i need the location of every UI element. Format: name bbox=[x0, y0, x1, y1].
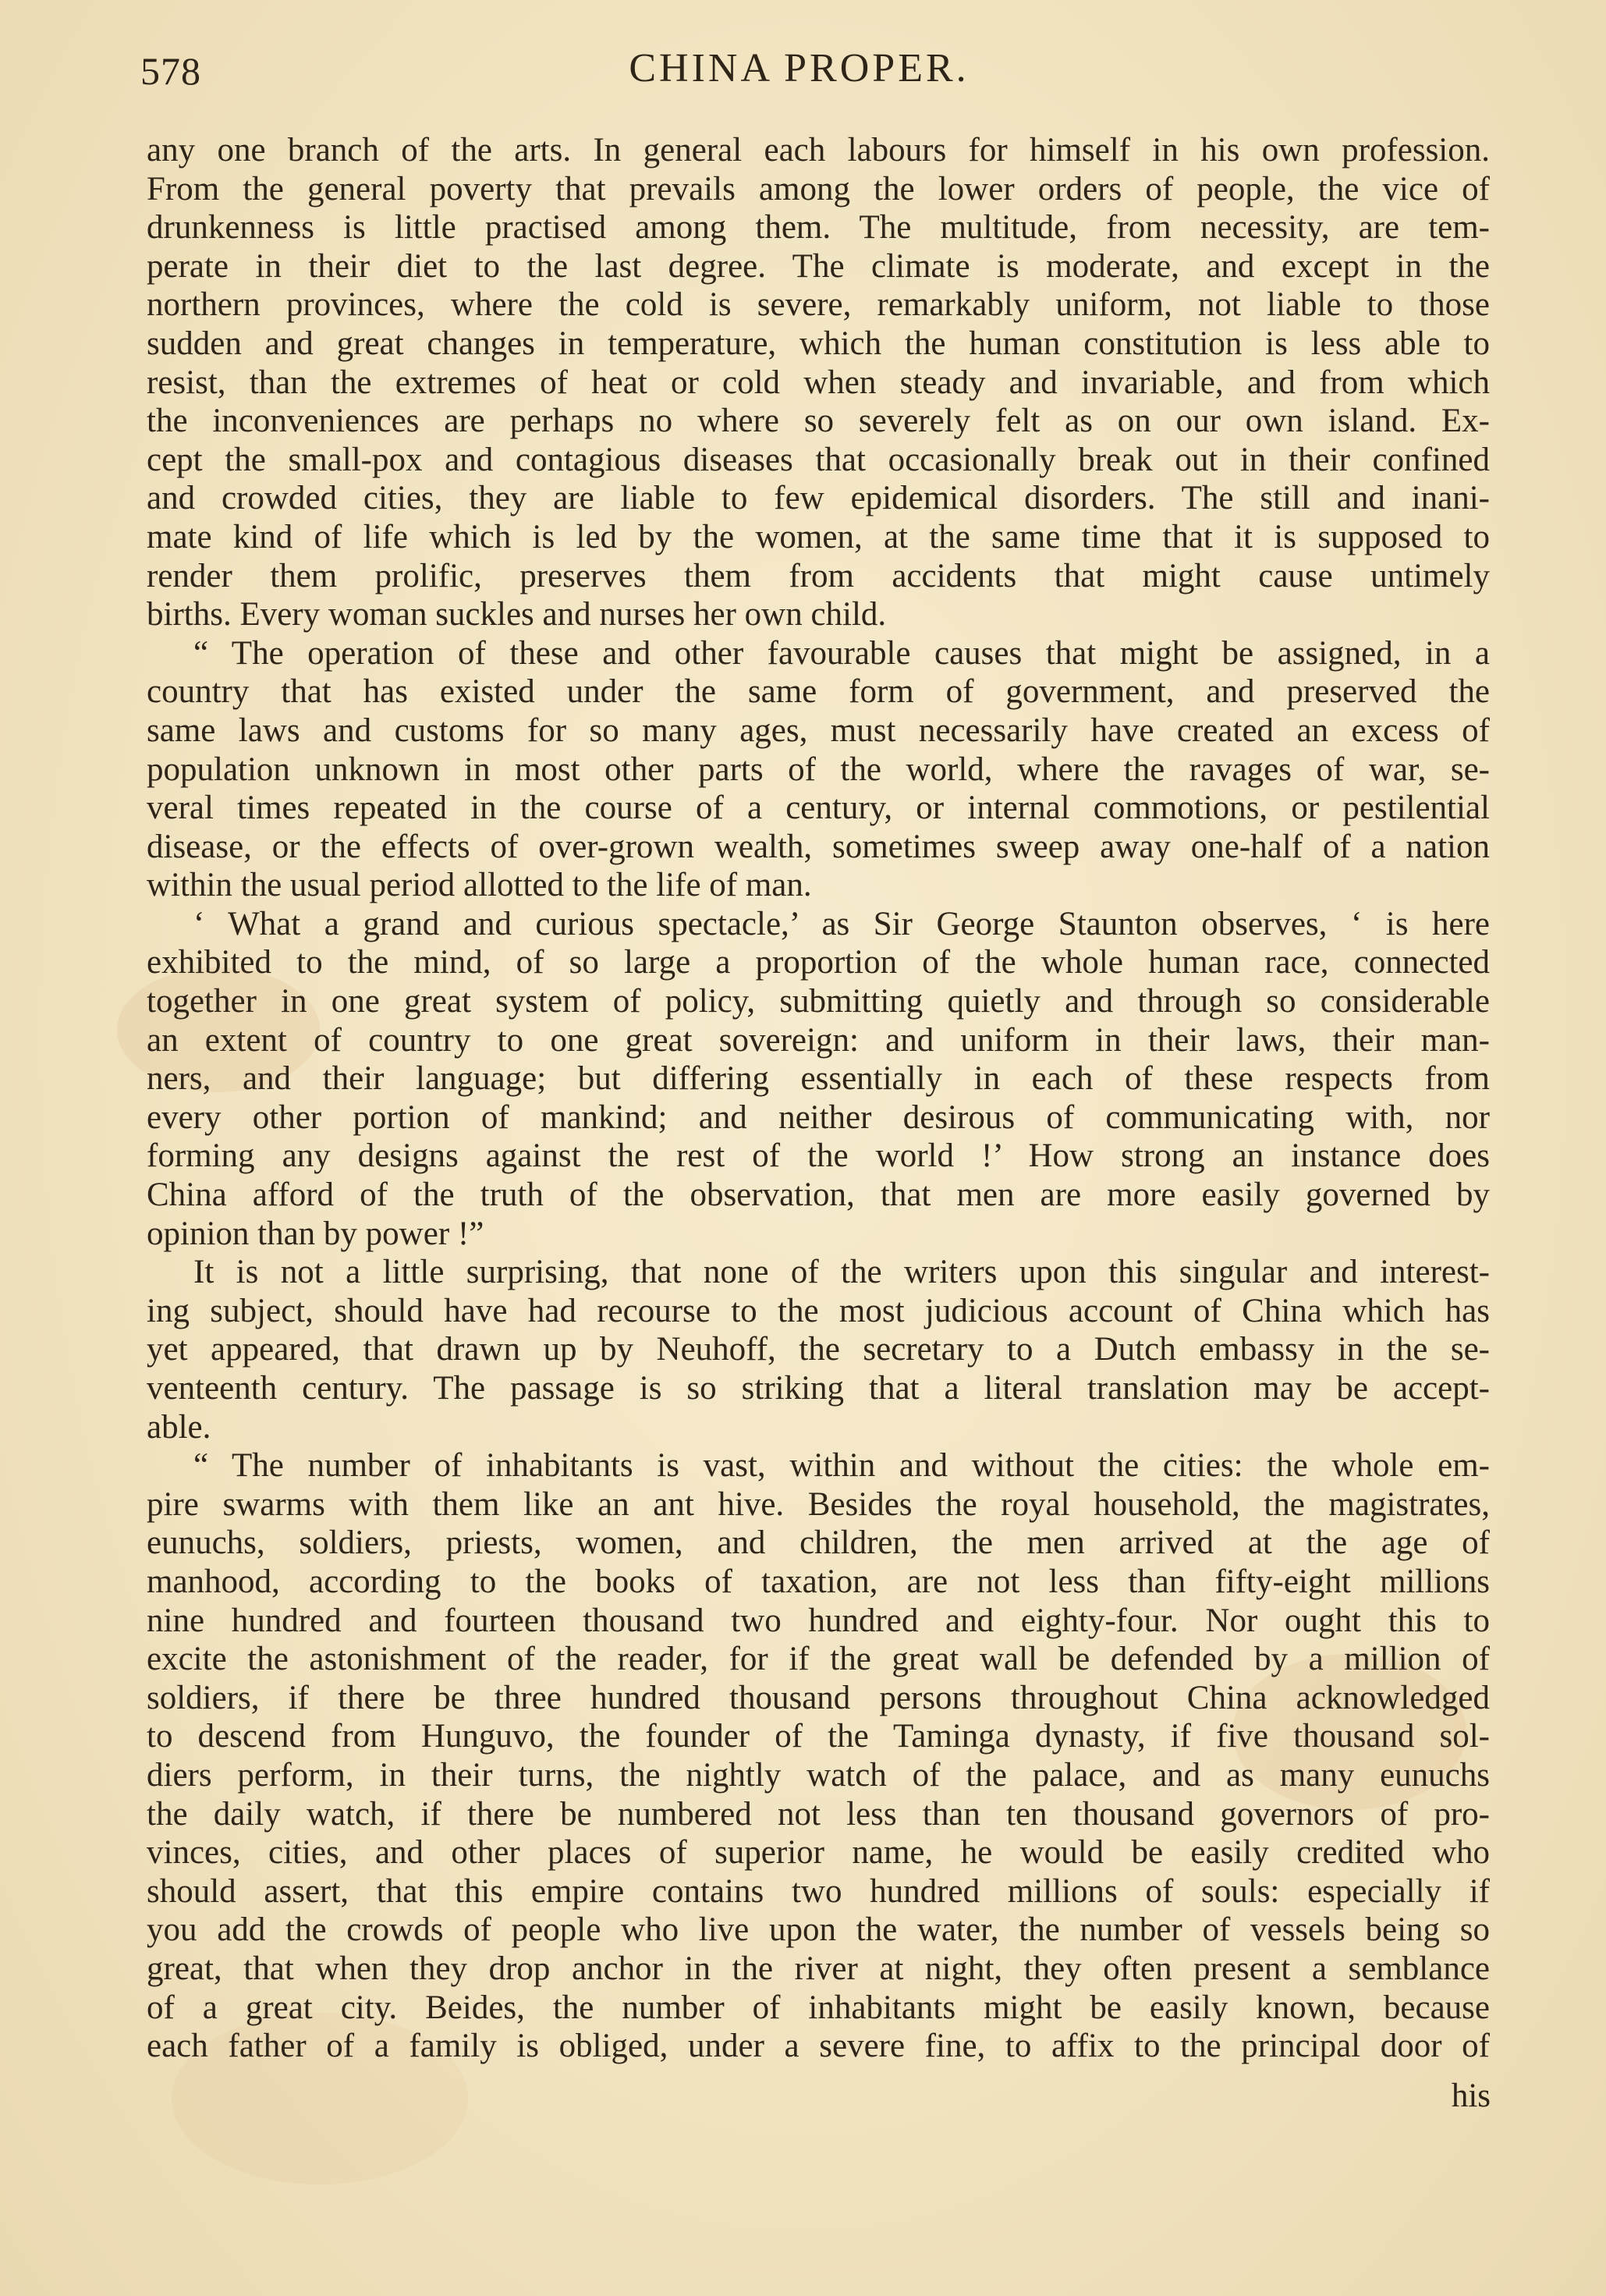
text-line: forming any designs against the rest of the world !’ How strong an instance does bbox=[147, 1137, 1490, 1175]
text-line: It is not a little surprising, that none of the writers upon this singular and interest- bbox=[193, 1254, 1490, 1291]
text-line: excite the astonishment of the reader, for if the great wall be defended by a million of bbox=[147, 1641, 1490, 1678]
text-line: you add the crowds of people who live upon the water, the number of vessels being so bbox=[147, 1911, 1490, 1949]
text-line: “ The operation of these and other favourable causes that might be assigned, in a bbox=[193, 634, 1490, 672]
text-line: ners, and their language; but differing essentially in each of these respects from bbox=[147, 1060, 1490, 1098]
text-line: yet appeared, that drawn up by Neuhoff, the secretary to a Dutch embassy in the se- bbox=[147, 1331, 1490, 1368]
text-line: any one branch of the arts. In general each labours for himself in his own profession. bbox=[147, 132, 1490, 169]
text-line: to descend from Hunguvo, the founder of the Taminga dynasty, if five thousand sol- bbox=[147, 1718, 1490, 1755]
page-number: 578 bbox=[140, 49, 201, 93]
text-line: mate kind of life which is led by the women, at the same time that it is supposed to bbox=[147, 518, 1490, 555]
text-line: venteenth century. The passage is so striking that a literal translation may be accept- bbox=[147, 1370, 1490, 1407]
text-line: the inconveniences are perhaps no where so severely felt as on our own island. Ex- bbox=[147, 403, 1490, 440]
text-line: From the general poverty that prevails among the lower orders of people, the vice of bbox=[147, 170, 1490, 208]
text-line: opinion than by power !” bbox=[147, 1215, 484, 1252]
text-line: of a great city. Beides, the number of inhabitants might be easily known, because bbox=[147, 1989, 1490, 2026]
text-line: veral times repeated in the course of a century, or internal commotions, or pestilential bbox=[147, 790, 1490, 827]
text-line: cept the small-pox and contagious diseases that occasionally break out in their confined bbox=[147, 441, 1490, 478]
text-line: perate in their diet to the last degree. The climate is moderate, and except in the bbox=[147, 247, 1490, 285]
text-line: manhood, according to the books of taxation, are not less than fifty-eight millions bbox=[147, 1563, 1490, 1600]
text-line: eunuchs, soldiers, priests, women, and children, the men arrived at the age of bbox=[147, 1524, 1490, 1562]
text-line: same laws and customs for so many ages, must necessarily have created an excess of bbox=[147, 712, 1490, 749]
text-line: disease, or the effects of over-grown wealth, sometimes sweep away one-half of a nation bbox=[147, 828, 1490, 865]
text-line: births. Every woman suckles and nurses her own child. bbox=[147, 596, 887, 633]
text-line: nine hundred and fourteen thousand two hundred and eighty-four. Nor ought this to bbox=[147, 1602, 1490, 1639]
text-line: diers perform, in their turns, the nightly watch of the palace, and as many eunuchs bbox=[147, 1756, 1490, 1794]
text-line: together in one great system of policy, submitting quietly and through so considerable bbox=[147, 983, 1490, 1020]
text-line: an extent of country to one great sovereign: and uniform in their laws, their man- bbox=[147, 1021, 1490, 1059]
text-line: “ The number of inhabitants is vast, within and without the cities: the whole em- bbox=[193, 1447, 1490, 1485]
text-line: drunkenness is little practised among them. The multitude, from necessity, are tem- bbox=[147, 209, 1490, 247]
text-line: vinces, cities, and other places of superior name, he would be easily credited who bbox=[147, 1834, 1490, 1872]
text-line: within the usual period allotted to the life of man. bbox=[147, 867, 812, 904]
text-line: and crowded cities, they are liable to few epidemical disorders. The still and inani- bbox=[147, 480, 1490, 517]
text-line: great, that when they drop anchor in the river at night, they often present a semblance bbox=[147, 1950, 1490, 1987]
text-line: northern provinces, where the cold is severe, remarkably uniform, not liable to those bbox=[147, 286, 1490, 324]
body-text bbox=[147, 131, 1490, 2066]
text-line: exhibited to the mind, of so large a proportion of the whole human race, connected bbox=[147, 944, 1490, 981]
running-head: CHINA PROPER. bbox=[629, 46, 970, 90]
text-line: should assert, that this empire contains two hundred millions of souls: especially if bbox=[147, 1872, 1490, 1910]
text-line: pire swarms with them like an ant hive. Besides the royal household, the magistrates, bbox=[147, 1485, 1490, 1523]
text-line: ‘ What a grand and curious spectacle,’ as Sir George Staunton observes, ‘ is here bbox=[193, 905, 1490, 942]
text-line: render them prolific, preserves them from accidents that might cause untimely bbox=[147, 557, 1490, 594]
text-line: sudden and great changes in temperature, which the human constitution is less able to bbox=[147, 325, 1490, 362]
text-line: China afford of the truth of the observation, that men are more easily governed by bbox=[147, 1176, 1490, 1214]
text-line: soldiers, if there be three hundred thousand persons throughout China acknowledged bbox=[147, 1679, 1490, 1716]
text-line: able. bbox=[147, 1408, 211, 1446]
text-line: country that has existed under the same form of government, and preserved the bbox=[147, 673, 1490, 711]
text-line: every other portion of mankind; and neither desirous of communicating with, nor bbox=[147, 1098, 1490, 1136]
text-line: ing subject, should have had recourse to the most judicious account of China which has bbox=[147, 1292, 1490, 1329]
text-line: population unknown in most other parts of the world, where the ravages of war, se- bbox=[147, 751, 1490, 788]
catchword: his bbox=[1451, 2078, 1491, 2114]
page-header bbox=[140, 41, 1458, 111]
text-line: each father of a family is obliged, under a severe fine, to affix to the principal door of bbox=[147, 2028, 1490, 2065]
text-line: resist, than the extremes of heat or cold when steady and invariable, and from which bbox=[147, 364, 1490, 401]
text-line: the daily watch, if there be numbered not less than ten thousand governors of pro- bbox=[147, 1795, 1490, 1833]
